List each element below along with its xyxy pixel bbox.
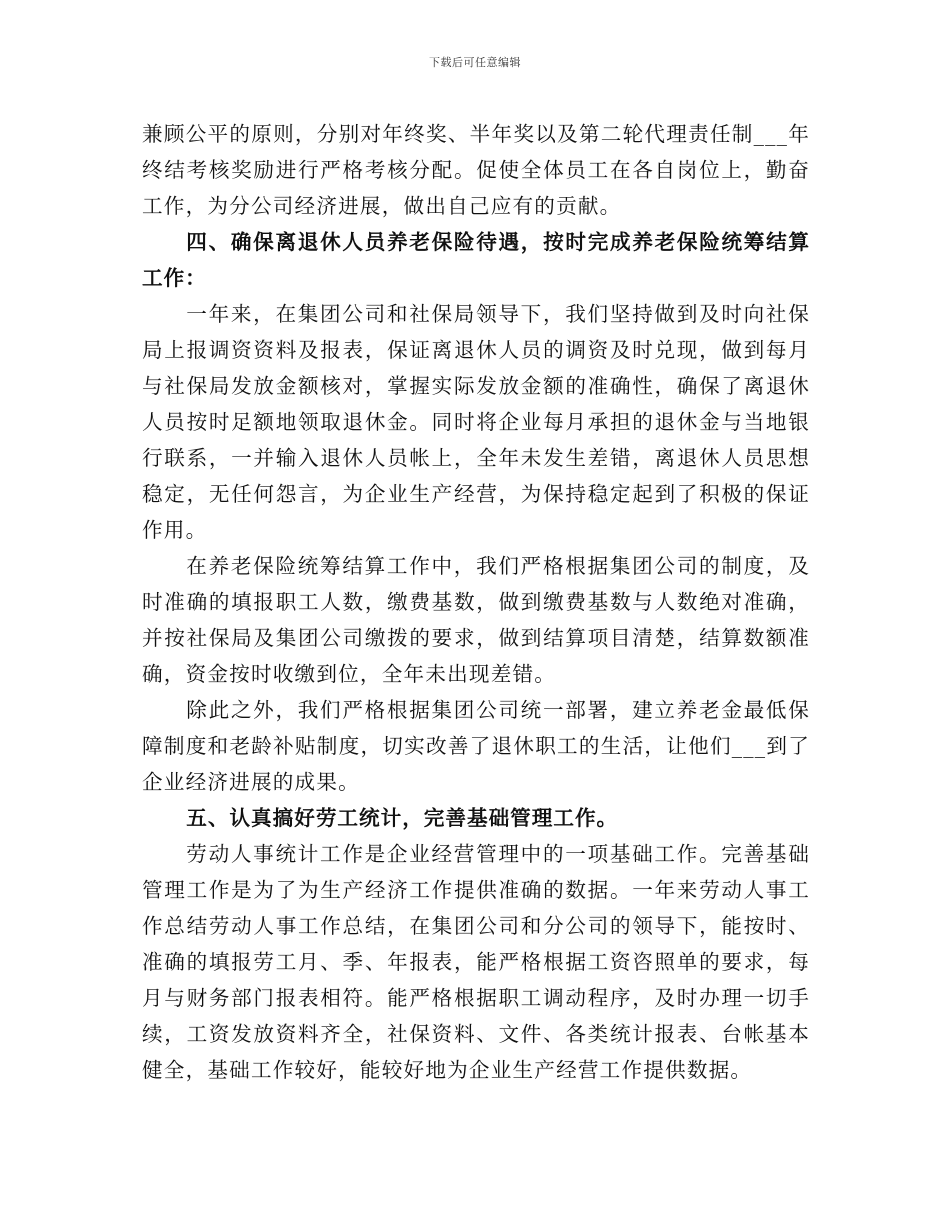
paragraph-labor-statistics: 劳动人事统计工作是企业经营管理中的一项基础工作。完善基础管理工作是为了为生产经济工作提供准确的数据。一年来劳动人事工作总结劳动人事工作总结，在集团公司和分公司的领导下，能按时、准确的填报劳工月、季、年报表，能严格根据工资咨照单的要求，每月与财务部门报表相符。能严格根据职工调动程序，及时办理一切手续，工资发放资料齐全，社保资料、文件、各类统计报表、台帐基本健全，基础工作较好，能较好地为企业生产经营工作提供数据。 <box>142 842 810 1082</box>
document-body <box>142 116 810 1088</box>
paragraph-fairness-principle: 兼顾公平的原则，分别对年终奖、半年奖以及第二轮代理责任制___年终结考核奖励进行严格考核分配。促使全体员工在各自岗位上，勤奋工作，为分公司经济进展，做出自己应有的贡献。 <box>142 122 810 218</box>
paragraph-pension-settlement: 在养老保险统筹结算工作中，我们严格根据集团公司的制度，及时准确的填报职工人数，缴费基数，做到缴费基数与人数绝对准确，并按社保局及集团公司缴拨的要求，做到结算项目清楚，结算数额准确，资金按时收缴到位，全年未出现差错。 <box>142 554 810 686</box>
paragraph-minimum-guarantee: 除此之外，我们严格根据集团公司统一部署，建立养老金最低保障制度和老龄补贴制度，切实改善了退休职工的生活，让他们___到了企业经济进展的成果。 <box>142 698 810 794</box>
page-header: 下载后可任意编辑 <box>429 56 521 69</box>
section-heading-pension: 四、确保离退休人员养老保险待遇，按时完成养老保险统筹结算工作： <box>142 230 810 290</box>
paragraph-pension-payment: 一年来，在集团公司和社保局领导下，我们坚持做到及时向社保局上报调资资料及报表，保证离退休人员的调资及时兑现，做到每月与社保局发放金额核对，掌握实际发放金额的准确性，确保了离退休人员按时足额地领取退休金。同时将企业每月承担的退休金与当地银行联系，一并输入退休人员帐上，全年未发生差错，离退休人员思想稳定，无任何怨言，为企业生产经营，为保持稳定起到了积极的保证作用。 <box>142 302 810 542</box>
section-heading-labor-statistics: 五、认真搞好劳工统计，完善基础管理工作。 <box>186 806 619 830</box>
